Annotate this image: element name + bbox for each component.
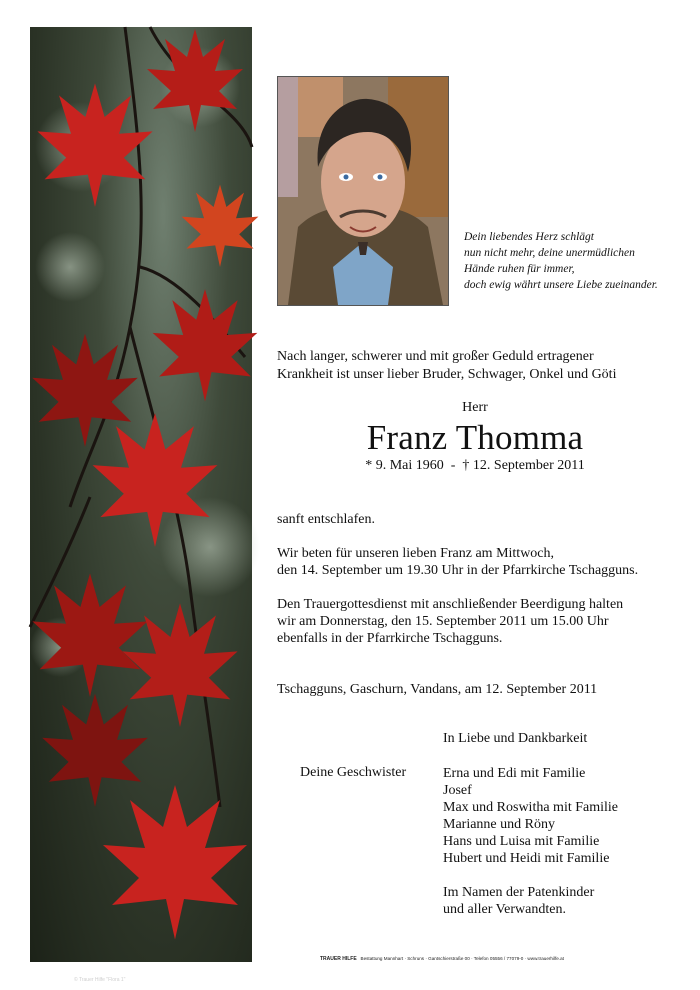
place-date-text: Tschagguns, Gaschurn, Vandans, am 12. September 2011 bbox=[277, 682, 598, 697]
funeral-line: ebenfalls in der Pfarrkirche Tschagguns. bbox=[277, 631, 503, 646]
family-line: Hubert und Heidi mit Familie bbox=[443, 851, 610, 866]
family-line: Erna und Edi mit Familie bbox=[443, 766, 586, 781]
signature-label: Deine Geschwister bbox=[300, 765, 407, 780]
family-line: und aller Verwandten. bbox=[443, 902, 566, 917]
intro-line: Nach langer, schwerer und mit großer Geduld ertragener bbox=[277, 349, 594, 364]
salutation: Herr bbox=[462, 400, 488, 415]
deceased-name: Franz Thomma bbox=[366, 418, 584, 457]
maple-leaves-illustration bbox=[30, 27, 252, 962]
poem-line: nun nicht mehr, deine unermüdlichen bbox=[464, 247, 635, 259]
maple-leaves-image bbox=[30, 27, 252, 983]
life-dates: * 9. Mai 1960 - † 12. September 2011 bbox=[365, 458, 585, 473]
intro-text bbox=[277, 348, 616, 384]
family-list bbox=[443, 765, 618, 918]
family-line: Max und Roswitha mit Familie bbox=[443, 800, 618, 815]
prayer-line: Wir beten für unseren lieben Franz am Mittwoch, bbox=[277, 546, 555, 561]
family-line: Im Namen der Patenkinder bbox=[443, 885, 595, 900]
poem bbox=[464, 229, 658, 293]
funeral-paragraph bbox=[277, 596, 623, 647]
place-date bbox=[277, 681, 597, 698]
family-line: Josef bbox=[443, 783, 472, 798]
funeral-line: wir am Donnerstag, den 15. September 2011 um 15.00 Uhr bbox=[277, 614, 609, 629]
poem-line: doch ewig währt unsere Liebe zueinander. bbox=[464, 279, 658, 291]
family-line bbox=[443, 867, 618, 884]
intro-line: Krankheit ist unser lieber Bruder, Schwager, Onkel und Göti bbox=[277, 367, 617, 382]
prayer-line: den 14. September um 19.30 Uhr in der Pfarrkirche Tschagguns. bbox=[277, 563, 639, 578]
footer bbox=[320, 956, 564, 962]
photo-credit: © Trauer Hilfe "Flora 1" bbox=[74, 977, 126, 983]
prayer-paragraph bbox=[277, 545, 638, 579]
funeral-line: Den Trauergottesdienst mit anschließender Beerdigung halten bbox=[277, 597, 624, 612]
footer-brand: TRAUER HILFE bbox=[320, 956, 357, 962]
portrait-illustration bbox=[278, 77, 448, 305]
footer-text: Bestattung Mannhart · Schruns · Gantschierstraße 00 · Telefon 05556 / 77079-0 · www.trauerhilfe.at bbox=[360, 956, 564, 961]
passed-line bbox=[277, 511, 375, 528]
closing-phrase: In Liebe und Dankbarkeit bbox=[443, 731, 588, 746]
family-line: Hans und Luisa mit Familie bbox=[443, 834, 600, 849]
passed-text: sanft entschlafen. bbox=[277, 512, 375, 527]
poem-line: Hände ruhen für immer, bbox=[464, 263, 575, 275]
portrait-photo bbox=[277, 76, 449, 306]
family-line: Marianne und Röny bbox=[443, 817, 555, 832]
poem-line: Dein liebendes Herz schlägt bbox=[464, 231, 594, 243]
